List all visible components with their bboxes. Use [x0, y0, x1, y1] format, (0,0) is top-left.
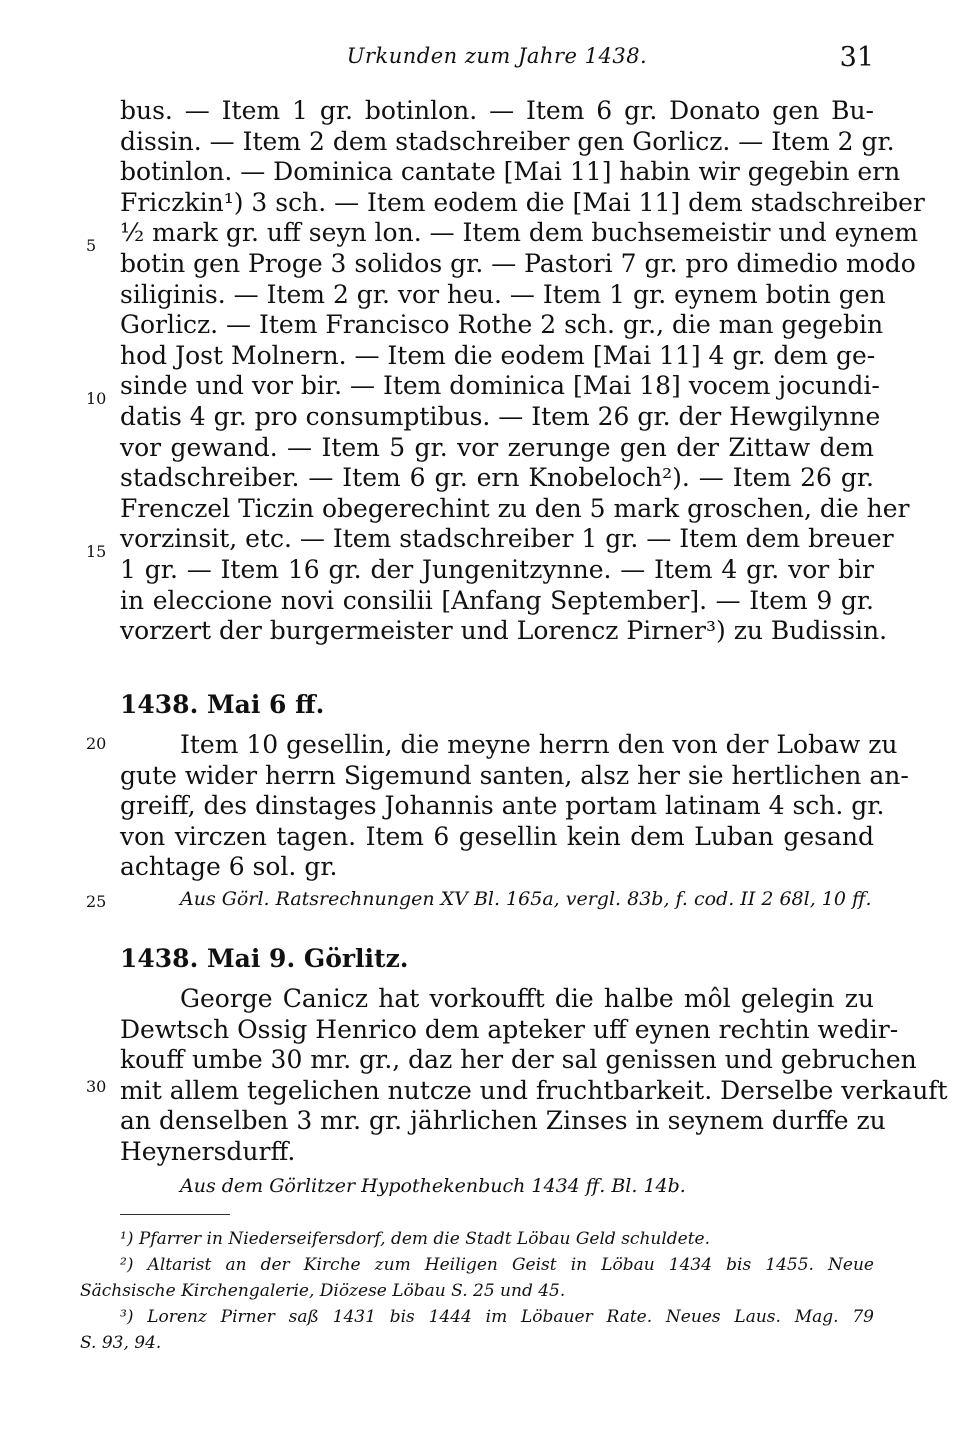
- entry-text-block: [120, 730, 909, 883]
- text-line: dissin. — Item 2 dem stadschreiber gen Gorlicz. — Item 2 gr.: [120, 126, 895, 156]
- text-line: vorzinsit, etc. — Item stadschreiber 1 gr. — Item dem breuer: [120, 524, 894, 554]
- text-line: 1 gr. — Item 16 gr. der Jungenitzynne. — Item 4 gr. vor bir: [120, 554, 874, 584]
- source-citation: Aus Görl. Ratsrechnungen XV Bl. 165a, vergl. 83b, f. cod. II 2 68l, 10 ff.: [180, 888, 872, 910]
- source-citation: Aus dem Görlitzer Hypothekenbuch 1434 ff. Bl. 14b.: [180, 1175, 686, 1197]
- text-line: greiff, des dinstages Johannis ante portam latinam 4 sch. gr.: [120, 791, 885, 821]
- line-number-30: 30: [86, 1077, 107, 1096]
- text-line: Frenczel Ticzin obegerechint zu den 5 mark groschen, die her: [120, 493, 910, 523]
- line-number-15: 15: [86, 542, 107, 561]
- text-line: ½ mark gr. uff seyn lon. — Item dem buchsemeistir und eynem: [120, 218, 919, 248]
- line-number-10: 10: [86, 389, 107, 408]
- footnote: ¹) Pfarrer in Niederseifersdorf, dem die Stadt Löbau Geld schuldete.: [120, 1229, 711, 1249]
- text-line: Gorlicz. — Item Francisco Rothe 2 sch. gr., die man gegebin: [120, 310, 884, 340]
- text-line: an denselben 3 mr. gr. jährlichen Zinses in seynem durffe zu: [120, 1106, 886, 1136]
- running-head-title: Urkunden zum Jahre 1438.: [346, 44, 648, 68]
- text-line: vorzert der burgermeister und Lorencz Pirner³) zu Budissin.: [120, 616, 888, 646]
- text-line: in eleccione novi consilii [Anfang September]. — Item 9 gr.: [120, 585, 874, 615]
- text-line: datis 4 gr. pro consumptibus. — Item 26 gr. der Hewgilynne: [120, 401, 881, 431]
- line-number-5: 5: [86, 236, 97, 255]
- text-line: hod Jost Molnern. — Item die eodem [Mai 11] 4 gr. dem ge-: [120, 340, 876, 370]
- text-line: Friczkin¹) 3 sch. — Item eodem die [Mai 11] dem stadschreiber: [120, 187, 925, 217]
- text-line: von virczen tagen. Item 6 gesellin kein dem Luban gesand: [120, 821, 874, 851]
- text-line: Item 10 gesellin, die meyne herrn den von der Lobaw zu: [180, 730, 898, 759]
- running-head: [120, 44, 874, 74]
- text-line: botinlon. — Dominica cantate [Mai 11] habin wir gegebin ern: [120, 157, 901, 187]
- text-line: gute wider herrn Sigemund santen, alsz her sie hertlichen an-: [120, 760, 909, 790]
- text-line: George Canicz hat vorkoufft die halbe môl gelegin zu: [180, 984, 874, 1013]
- text-line: bus. — Item 1 gr. botinlon. — Item 6 gr. Donato gen Bu-: [120, 96, 874, 125]
- footnote: ²) Altarist an der Kirche zum Heiligen Geist in Löbau 1434 bis 1455. Neue: [120, 1255, 874, 1275]
- page-number: 31: [839, 42, 874, 73]
- text-line: vor gewand. — Item 5 gr. vor zerunge gen der Zittaw dem: [120, 432, 874, 462]
- entry-text-block: [120, 984, 948, 1168]
- footnotes: [80, 1226, 874, 1356]
- entry-heading: 1438. Mai 6 ff.: [120, 690, 325, 719]
- entry-heading: 1438. Mai 9. Görlitz.: [120, 944, 409, 973]
- footnote-continuation: Sächsische Kirchengalerie, Diözese Löbau S. 25 und 45.: [80, 1281, 566, 1301]
- line-number-20: 20: [86, 734, 107, 753]
- footnote-continuation: S. 93, 94.: [80, 1333, 162, 1353]
- text-line: botin gen Proge 3 solidos gr. — Pastori 7 gr. pro dimedio modo: [120, 248, 916, 278]
- line-number-25: 25: [86, 892, 107, 911]
- text-line: Dewtsch Ossig Henrico dem apteker uff eynen rechtin wedir-: [120, 1014, 899, 1044]
- text-line: mit allem tegelichen nutcze und fruchtbarkeit. Derselbe verkauft: [120, 1075, 948, 1105]
- text-line: sinde und vor bir. — Item dominica [Mai 18] vocem jocundi-: [120, 371, 880, 401]
- text-line: Heynersdurff.: [120, 1136, 296, 1166]
- text-line: siliginis. — Item 2 gr. vor heu. — Item 1 gr. eynem botin gen: [120, 279, 886, 309]
- account-text-block: [120, 96, 925, 647]
- footnote: ³) Lorenz Pirner saß 1431 bis 1444 im Löbauer Rate. Neues Laus. Mag. 79: [120, 1307, 874, 1327]
- text-line: stadschreiber. — Item 6 gr. ern Knobeloch²). — Item 26 gr.: [120, 463, 874, 493]
- text-line: kouff umbe 30 mr. gr., daz her der sal genissen und gebruchen: [120, 1045, 917, 1075]
- footnote-divider: [120, 1214, 230, 1215]
- text-line: achtage 6 sol. gr.: [120, 852, 338, 882]
